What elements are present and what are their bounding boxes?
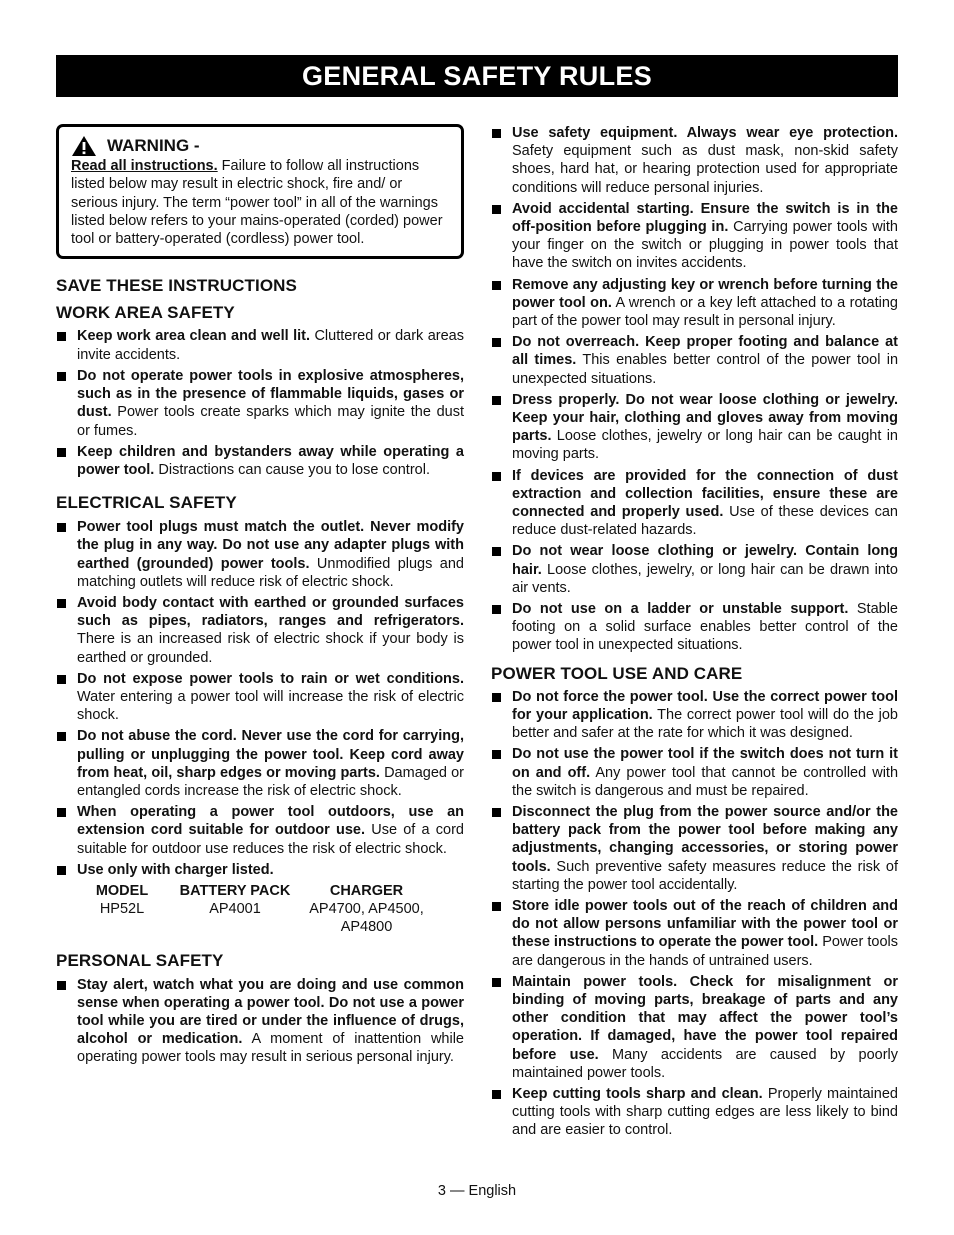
table-header-battery: BATTERY PACK xyxy=(179,882,291,899)
list-item-text: Use of these devices can reduce dust-related hazards. xyxy=(512,504,898,539)
list-item-bold: Disconnect the plug from the power source and/or the battery pack from the power tool before making any adjustments, changing accessories, or storing power tools. xyxy=(512,803,898,875)
list-item-text: Water entering a power tool will increase the risk of electric shock. xyxy=(77,688,464,724)
warning-lead: Read all instructions. xyxy=(71,158,218,174)
power-tool-heading: POWER TOOL USE AND CARE xyxy=(491,663,743,683)
list-item-bold: Avoid accidental starting. Ensure the switch is in the off-position before plugging in. xyxy=(512,200,898,236)
list-item-text: Stable footing on a solid surface enables better control of the power tool in unexpected situations. xyxy=(512,601,898,654)
list-item xyxy=(56,803,464,858)
list-item-text: Power tools are dangerous in the hands of untrained users. xyxy=(512,934,898,969)
list-item xyxy=(491,897,898,970)
save-instructions-heading: SAVE THESE INSTRUCTIONS xyxy=(56,276,297,296)
list-item-text: Such preventive safety measures reduce the risk of starting the power tool accidentally. xyxy=(512,858,898,893)
list-item xyxy=(56,594,464,667)
list-item xyxy=(491,124,898,197)
list-item xyxy=(491,600,898,655)
page-title: GENERAL SAFETY RULES xyxy=(56,55,898,97)
list-item-text: Loose clothes, jewelry, or long hair can be drawn into air vents. xyxy=(512,561,898,596)
warning-triangle-icon xyxy=(71,135,97,157)
list-item-bold: When operating a power tool outdoors, use an extension cord suitable for outdoor use. xyxy=(77,804,464,839)
table-header-charger: CHARGER xyxy=(329,882,404,899)
list-item-text: Carrying power tools with your finger on the switch or plugging in power tools that have the switch on invites accidents. xyxy=(512,219,898,272)
list-item xyxy=(491,542,898,597)
list-item-text: Properly maintained cutting tools with sharp cutting edges are less likely to bind and are easier to control. xyxy=(512,1085,898,1139)
table-cell-battery: AP4001 xyxy=(209,901,261,918)
list-item-text: Distractions can cause you to lose control. xyxy=(154,461,430,478)
list-item-text: Power tools create sparks which may ignite the dust or fumes. xyxy=(77,404,464,439)
list-item xyxy=(56,367,464,440)
list-item-bold: Dress properly. Do not wear loose clothing or jewelry. Keep your hair, clothing and gloves away from moving parts. xyxy=(512,391,898,445)
list-item-bold: Stay alert, watch what you are doing and use common sense when operating a power tool. Do not use a power tool while you are tired or under the influence of drugs, alcohol or medication. xyxy=(77,976,464,1048)
list-item xyxy=(491,391,898,464)
list-item xyxy=(491,200,898,273)
power-tool-list xyxy=(491,688,898,1140)
list-item-text: Many accidents are caused by poorly maintained power tools. xyxy=(512,1046,899,1081)
list-item-bold: Keep cutting tools sharp and clean. xyxy=(512,1085,763,1102)
list-item xyxy=(56,976,464,1067)
list-item xyxy=(56,670,464,725)
list-item xyxy=(56,327,464,363)
list-item-bold: If devices are provided for the connection of dust extraction and collection facilities, ensure these are connected and properly used. xyxy=(512,467,898,521)
table-header-model: MODEL xyxy=(95,882,149,899)
list-item-bold: Maintain power tools. Check for misalignment or binding of moving parts, breakage of parts and any other condition that may affect the power tool’s operation. If damaged, have the power tool repaired before use. xyxy=(512,973,898,1063)
list-item xyxy=(56,727,464,800)
page-footer: 3 — English xyxy=(437,1183,517,1199)
electrical-list xyxy=(56,518,464,879)
list-item-bold: Power tool plugs must match the outlet. Never modify the plug in any way. Do not use any adapter plugs with earthed (grounded) power tools. xyxy=(77,519,464,572)
list-item-text: Loose clothes, jewelry or long hair can be caught in moving parts. xyxy=(512,428,898,463)
electrical-heading: ELECTRICAL SAFETY xyxy=(56,493,237,513)
list-item xyxy=(491,1085,898,1140)
list-item-text: Unmodified plugs and matching outlets will reduce risk of electric shock. xyxy=(77,555,464,590)
table-cell-model: HP52L xyxy=(99,901,145,918)
list-item-text: A wrench or a key left attached to a rotating part of the power tool may result in personal injury. xyxy=(512,294,898,330)
list-item xyxy=(491,333,898,388)
warning-heading-text: WARNING - xyxy=(107,136,200,155)
list-item-bold: Use only with charger listed. xyxy=(77,861,274,878)
table-cell-charger: AP4700, AP4500, AP4800 xyxy=(309,901,424,936)
list-item-bold: Use safety equipment. Always wear eye protection. xyxy=(512,125,898,141)
list-item-bold: Avoid body contact with earthed or grounded surfaces such as pipes, radiators, ranges and refrigerators. xyxy=(77,594,464,630)
personal-list-continued xyxy=(491,124,898,655)
list-item-bold: Do not operate power tools in explosive atmospheres, such as in the presence of flammable liquids, gases or dust. xyxy=(77,367,464,421)
list-item-bold: Store idle power tools out of the reach of children and do not allow persons unfamiliar with the power tool or these instructions to operate the power tool. xyxy=(512,897,898,951)
list-item xyxy=(491,467,898,540)
list-item-bold: Do not abuse the cord. Never use the cord for carrying, pulling or unplugging the power tool. Keep cord away from heat, oil, sharp edges or moving parts. xyxy=(77,728,464,781)
work-area-list xyxy=(56,327,464,479)
charger-table xyxy=(78,882,464,937)
left-column xyxy=(56,124,464,1070)
list-item-text: This enables better control of the power tool in unexpected situations. xyxy=(512,352,899,387)
list-item-bold: Do not overreach. Keep proper footing and balance at all times. xyxy=(512,334,898,369)
list-item xyxy=(56,518,464,591)
list-item-text: Damaged or entangled cords increase the risk of electric shock. xyxy=(77,764,464,799)
warning-body: Failure to follow all instructions listed below may result in electric shock, fire and/ or serious injury. The term “power tool” in all of the warnings listed below refers to your mains-operated (corded) power tool or battery-operated (cordless) power tool. xyxy=(71,158,443,248)
list-item-text: Safety equipment such as dust mask, non-skid safety shoes, hard hat, or hearing protection used for appropriate conditions will reduce personal injuries. xyxy=(512,143,898,196)
list-item-text: A moment of inattention while operating power tools may result in serious personal injury. xyxy=(77,1031,464,1066)
list-item xyxy=(491,276,898,331)
warning-box xyxy=(56,124,464,259)
list-item-text: Use of a cord suitable for outdoor use reduces the risk of electric shock. xyxy=(77,822,464,857)
list-item-text: Cluttered or dark areas invite accidents. xyxy=(77,328,464,363)
list-item-bold: Do not wear loose clothing or jewelry. Contain long hair. xyxy=(512,543,898,578)
personal-safety-heading: PERSONAL SAFETY xyxy=(56,950,224,970)
warning-text xyxy=(71,157,450,248)
list-item xyxy=(491,973,898,1082)
list-item-bold: Do not force the power tool. Use the correct power tool for your application. xyxy=(512,688,898,723)
list-item xyxy=(56,861,464,879)
list-item-text: The correct power tool will do the job better and safer at the rate for which it was designed. xyxy=(512,706,898,742)
right-column xyxy=(491,124,898,1143)
list-item-text: Any power tool that cannot be controlled with the switch is dangerous and must be repaired. xyxy=(512,764,899,799)
list-item xyxy=(491,688,898,743)
work-area-heading: WORK AREA SAFETY xyxy=(56,303,235,323)
list-item-bold: Do not expose power tools to rain or wet conditions. xyxy=(77,670,464,687)
list-item-bold: Do not use the power tool if the switch does not turn it on and off. xyxy=(512,746,898,781)
list-item-bold: Do not use on a ladder or unstable support. xyxy=(512,601,849,618)
list-item-bold: Keep children and bystanders away while operating a power tool. xyxy=(77,443,464,478)
list-item-bold: Remove any adjusting key or wrench before turning the power tool on. xyxy=(512,276,898,311)
warning-heading xyxy=(71,135,450,157)
list-item-text: There is an increased risk of electric shock if your body is earthed or grounded. xyxy=(77,631,464,666)
list-item xyxy=(491,745,898,800)
list-item xyxy=(491,803,898,894)
personal-list xyxy=(56,976,464,1067)
list-item-bold: Keep work area clean and well lit. xyxy=(77,328,310,345)
list-item xyxy=(56,443,464,479)
